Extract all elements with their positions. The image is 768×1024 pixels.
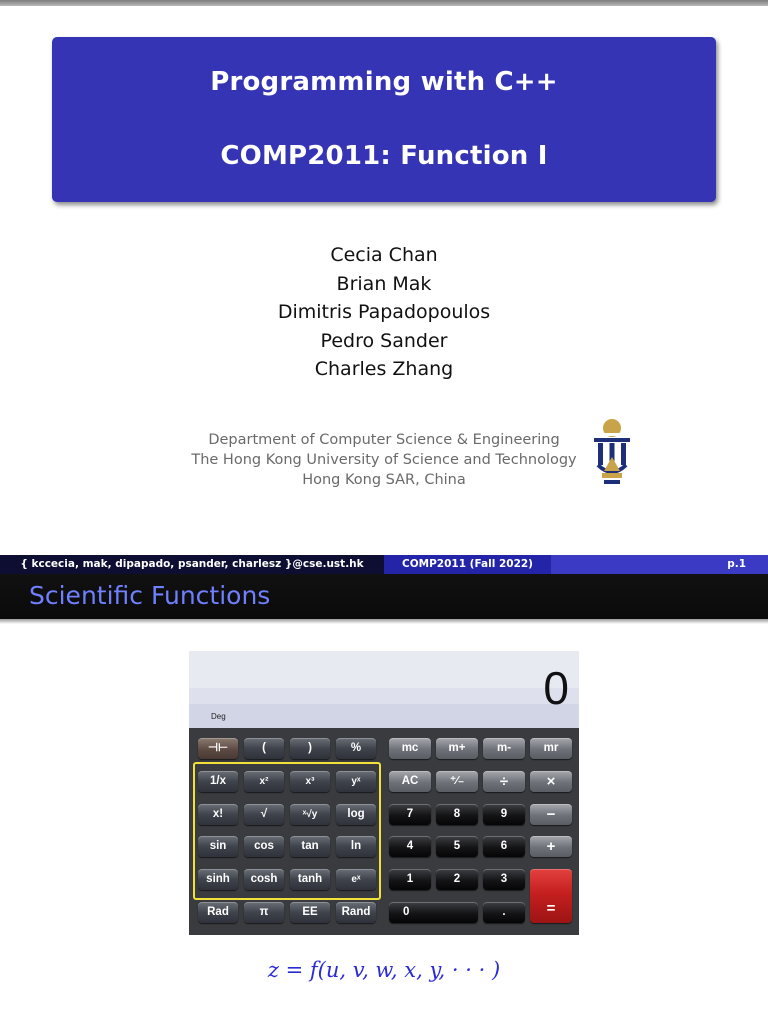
key-m-minus[interactable]: m- xyxy=(483,738,525,759)
key-close-paren[interactable]: ) xyxy=(290,738,330,759)
key-equals[interactable]: = xyxy=(530,869,572,923)
key-all-clear[interactable]: AC xyxy=(389,771,431,792)
title-box xyxy=(52,37,716,202)
key-sinh[interactable]: sinh xyxy=(198,869,238,890)
scientific-keys-highlight xyxy=(193,762,381,900)
display-top xyxy=(189,651,579,688)
key-reciprocal[interactable]: 1/x xyxy=(198,771,238,792)
key-cos[interactable]: cos xyxy=(244,836,284,857)
header-shadow xyxy=(0,619,768,624)
key-rand[interactable]: Rand xyxy=(336,902,376,923)
key-4[interactable]: 4 xyxy=(389,836,431,857)
key-cube[interactable]: x³ xyxy=(290,771,330,792)
institute-line: Hong Kong SAR, China xyxy=(302,472,466,488)
key-power[interactable]: yˣ xyxy=(336,771,376,792)
slide-title: Programming with C++ xyxy=(210,67,558,97)
key-tanh[interactable]: tanh xyxy=(290,869,330,890)
key-divide[interactable]: ÷ xyxy=(483,771,525,792)
key-3[interactable]: 3 xyxy=(483,869,525,890)
key-pi[interactable]: π xyxy=(244,902,284,923)
key-8[interactable]: 8 xyxy=(436,804,478,825)
key-sin[interactable]: sin xyxy=(198,836,238,857)
key-ln[interactable]: ln xyxy=(336,836,376,857)
key-sqrt[interactable]: √ xyxy=(244,804,284,825)
author-name: Charles Zhang xyxy=(314,358,454,381)
key-6[interactable]: 6 xyxy=(483,836,525,857)
footer-page-number: p.1 xyxy=(551,555,768,574)
key-log[interactable]: log xyxy=(336,804,376,825)
key-2[interactable]: 2 xyxy=(436,869,478,890)
slide-header xyxy=(0,574,768,619)
author-list xyxy=(0,241,768,384)
footer-bar xyxy=(0,555,768,574)
key-square[interactable]: x² xyxy=(244,771,284,792)
key-0[interactable]: 0 xyxy=(389,902,478,923)
author-name: Dimitris Papadopoulos xyxy=(277,301,491,324)
key-paren-toggle[interactable]: ⊣⊢ xyxy=(198,738,238,759)
slide-subtitle: COMP2011: Function I xyxy=(220,141,548,171)
key-nth-root[interactable]: ˣ√y xyxy=(290,804,330,825)
key-mr[interactable]: mr xyxy=(530,738,572,759)
author-name: Pedro Sander xyxy=(320,329,448,352)
key-5[interactable]: 5 xyxy=(436,836,478,857)
function-formula: z = f(u, v, w, x, y, · · · ) xyxy=(267,958,501,982)
key-tan[interactable]: tan xyxy=(290,836,330,857)
top-rule xyxy=(0,0,768,6)
hkust-logo-icon xyxy=(588,417,636,487)
author-name: Brian Mak xyxy=(336,272,432,295)
author-name: Cecia Chan xyxy=(330,244,438,266)
key-9[interactable]: 9 xyxy=(483,804,525,825)
calculator-image xyxy=(189,651,579,935)
key-factorial[interactable]: x! xyxy=(198,804,238,825)
institute-line: The Hong Kong University of Science and Technology xyxy=(191,452,577,468)
key-exp[interactable]: eˣ xyxy=(336,869,376,890)
key-1[interactable]: 1 xyxy=(389,869,431,890)
key-multiply[interactable]: × xyxy=(530,771,572,792)
key-plus-minus[interactable]: ⁺∕₋ xyxy=(436,771,478,792)
key-subtract[interactable]: − xyxy=(530,804,572,825)
footer-course: COMP2011 (Fall 2022) xyxy=(384,555,551,574)
mode-bar xyxy=(189,704,579,728)
key-decimal[interactable]: . xyxy=(483,902,525,923)
key-rad[interactable]: Rad xyxy=(198,902,238,923)
key-cosh[interactable]: cosh xyxy=(244,869,284,890)
footer-emails: { kccecia, mak, dipapado, psander, charlesz }@cse.ust.hk xyxy=(0,555,384,574)
key-m-plus[interactable]: m+ xyxy=(436,738,478,759)
key-percent[interactable]: % xyxy=(336,738,376,759)
institute-line: Department of Computer Science & Engineering xyxy=(208,432,560,448)
display-value: 0 xyxy=(543,662,569,714)
slide-heading: Scientific Functions xyxy=(29,581,271,610)
key-mc[interactable]: mc xyxy=(389,738,431,759)
key-ee[interactable]: EE xyxy=(290,902,330,923)
key-7[interactable]: 7 xyxy=(389,804,431,825)
angle-mode-label: Deg xyxy=(211,712,226,721)
key-open-paren[interactable]: ( xyxy=(244,738,284,759)
institute xyxy=(120,430,648,490)
key-add[interactable]: + xyxy=(530,836,572,857)
